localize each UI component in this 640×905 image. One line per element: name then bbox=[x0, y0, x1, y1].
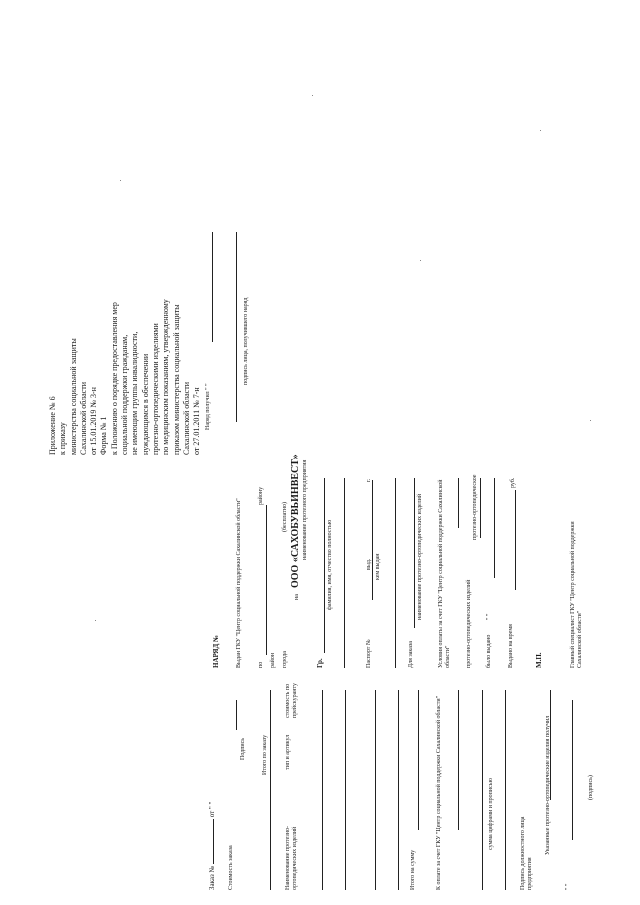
appendix-line: от 27.01.2011 № 7-н bbox=[192, 387, 202, 455]
order-amount: руб. bbox=[510, 477, 516, 488]
appendix-line: Сахалинской области bbox=[181, 381, 191, 455]
stub-line bbox=[236, 700, 237, 730]
appendix-line: министерства социальной защиты bbox=[68, 338, 78, 455]
order-company: ООО «САХОБУВЬИНВЕСТ» bbox=[290, 454, 301, 588]
appendix-line: социальной поддержки гражданам, bbox=[120, 334, 130, 455]
order-rayonu: району bbox=[258, 486, 264, 505]
order-company-note: (бесплатно) bbox=[282, 502, 288, 532]
appendix-line: по медицинским показаниям, утвержденному bbox=[161, 299, 171, 455]
stub-total: Итого на сумму bbox=[410, 849, 416, 890]
stub-received-line bbox=[550, 690, 551, 800]
order-issued: Выдан ГКУ "Центр социальной поддержки Сахалинской области" bbox=[236, 498, 242, 668]
scan-speck bbox=[95, 620, 96, 621]
scan-speck bbox=[540, 130, 541, 131]
order-issued-by: выд. bbox=[366, 558, 372, 570]
order-valid: Выдано на время bbox=[508, 624, 514, 668]
order-date-line bbox=[494, 478, 495, 578]
order-kem-line bbox=[395, 478, 396, 668]
stub-row-line bbox=[345, 690, 346, 890]
appendix-line: от 15.01.2019 № 3-н bbox=[89, 387, 99, 455]
appendix-line: не имеющим группы инвалидности, bbox=[130, 331, 140, 455]
order-passport: Паспорт № bbox=[366, 639, 372, 668]
appendix-line: приказом министерства социальной защиты bbox=[171, 304, 181, 455]
order-gr: Гр. bbox=[316, 658, 324, 668]
received-caption: подпись лица, получившего наряд bbox=[243, 297, 249, 385]
order-issued-date: было выдано bbox=[486, 634, 492, 668]
order-kem-vydan: кем выдан bbox=[375, 553, 381, 580]
order-rayon: район bbox=[270, 652, 276, 668]
stub-signature: Подпись bbox=[240, 737, 246, 760]
stub-col-type: тип и артикул bbox=[285, 734, 291, 770]
stub-cost-title: Стоимость заказа bbox=[228, 845, 234, 890]
stub-sign: (подпись) bbox=[588, 775, 594, 800]
appendix-line: к приказу bbox=[58, 422, 68, 455]
order-line bbox=[344, 478, 345, 668]
appendix-header bbox=[48, 225, 202, 455]
stub-pay-to: К оплате за счет ГКУ "Центр социальной поддержки Сахалинской области" bbox=[436, 695, 442, 890]
received-line bbox=[212, 232, 213, 342]
order-mp: М.П. bbox=[535, 652, 543, 668]
stub-date-line bbox=[572, 700, 573, 840]
stub-line bbox=[270, 690, 271, 890]
order-valid-line bbox=[515, 490, 516, 590]
order-prescription: протезно-ортопедическое bbox=[472, 474, 478, 540]
order-payment-line bbox=[458, 478, 459, 528]
order-fio-caption: фамилия, имя, отчество полностью bbox=[327, 519, 333, 610]
order-issued-quote: " " bbox=[486, 613, 492, 620]
stub-pay-line-2 bbox=[482, 690, 483, 890]
appendix-line: к Положению о порядке предоставления мер bbox=[109, 302, 119, 455]
appendix-line: протезно-ортопедическими изделиями bbox=[150, 323, 160, 455]
order-gorod: города bbox=[282, 651, 288, 668]
scan-speck bbox=[420, 260, 421, 261]
appendix-line: Сахалинской области bbox=[78, 381, 88, 455]
appendix-line: Форма № 1 bbox=[99, 416, 109, 455]
order-chief: Главный специалист ГКУ "Центр социальной поддержки Сахалинской области" bbox=[570, 521, 583, 668]
scan-speck bbox=[590, 420, 591, 421]
order-cost-label: протезно-ортопедических изделий bbox=[466, 579, 472, 668]
order-item-caption: наименование протезно-ортопедических изделий bbox=[417, 493, 423, 620]
stub-zakaz: Заказ № от " " bbox=[205, 802, 217, 890]
order-na: на bbox=[294, 594, 300, 600]
order-po: по bbox=[258, 661, 264, 668]
stub-col-name: Наименование протезно-ортопедических изделий bbox=[285, 826, 298, 890]
appendix-line: Приложение № 6 bbox=[48, 396, 57, 455]
order-for-order: Для заказа bbox=[408, 641, 414, 668]
order-company-caption: наименование протезного предприятия bbox=[302, 459, 308, 560]
order-issued-g: г. bbox=[366, 478, 372, 482]
stub-col-cost: стоимость по прейскуранту bbox=[285, 683, 298, 718]
order-fio-line bbox=[324, 478, 325, 653]
scan-speck bbox=[120, 180, 121, 181]
stub-pay-line bbox=[458, 690, 459, 830]
stub-quote: " " bbox=[565, 883, 571, 890]
stub-total-line bbox=[418, 690, 419, 830]
received-label: Наряд получил " " bbox=[205, 383, 211, 430]
stub-received-items: Указанные протезно-ортопедические изделия получил bbox=[545, 715, 551, 855]
order-po-line bbox=[266, 505, 267, 655]
stub-row-line bbox=[322, 690, 323, 890]
scan-speck bbox=[312, 95, 313, 96]
order-cost-line bbox=[480, 478, 481, 538]
order-title: НАРЯД № bbox=[212, 634, 220, 668]
stub-itemization: Итого по заказу bbox=[262, 734, 268, 775]
stub-signature-caption: Подпись должностного лица предприятия bbox=[520, 816, 533, 890]
stub-row-line bbox=[398, 690, 399, 890]
received-line-2 bbox=[236, 232, 237, 422]
order-payment: Условия оплаты за счет ГКУ "Центр социальной поддержки Сахалинской области" bbox=[438, 479, 451, 668]
order-passport-line bbox=[372, 480, 373, 600]
stub-sum-line bbox=[505, 690, 506, 890]
stub-sum-caption: сумма цифрами и прописью bbox=[488, 778, 494, 850]
received-quote: " " bbox=[205, 383, 211, 390]
appendix-line: нуждающимся в обеспечении bbox=[140, 353, 150, 455]
stub-row-line bbox=[375, 690, 376, 890]
order-for-order-line bbox=[414, 478, 415, 628]
